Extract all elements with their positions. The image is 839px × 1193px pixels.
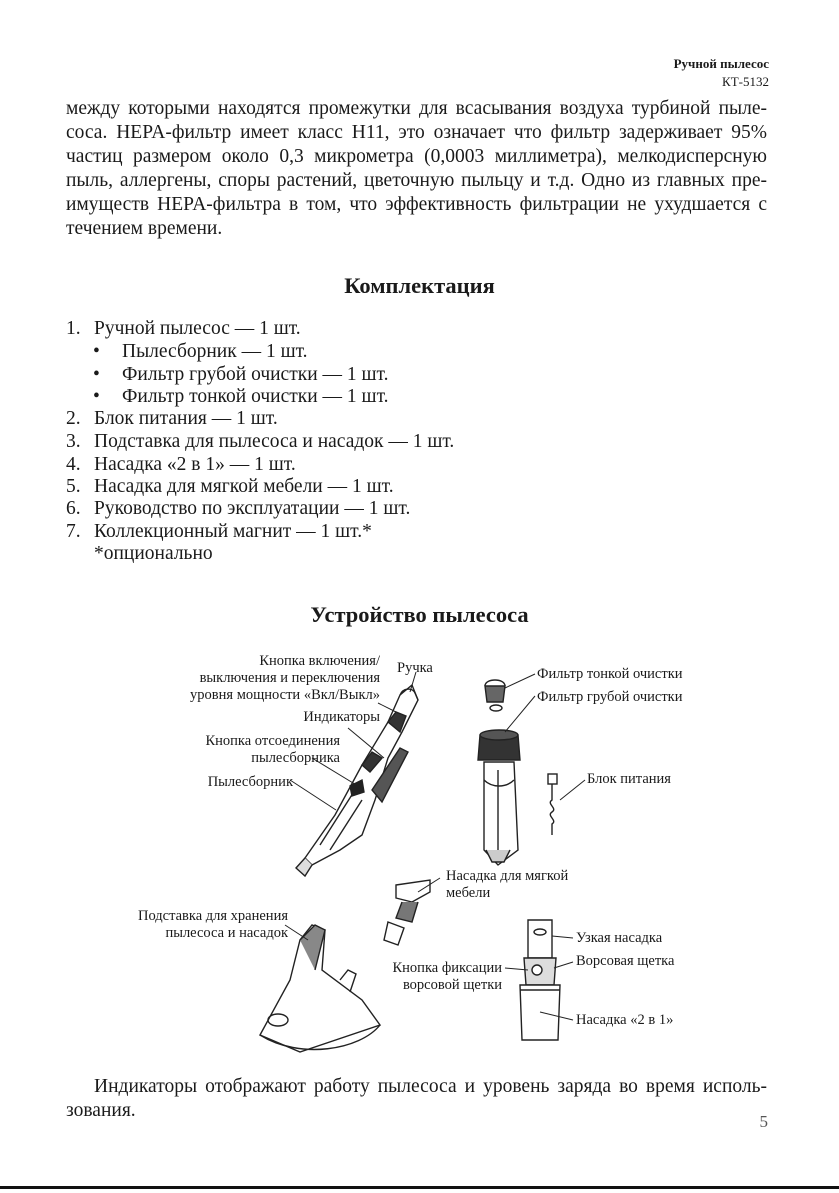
label-stand: Подставка для хранения пылесоса и насадок — [137, 908, 288, 941]
label-handle: Ручка — [397, 660, 433, 676]
bullet-marker: • — [93, 364, 100, 385]
label-power-adapter: Блок питания — [587, 771, 671, 787]
label-brush-lock: Кнопка фиксации ворсовой щетки — [392, 960, 502, 993]
header-model: КТ-5132 — [722, 74, 769, 89]
list-marker: 4. — [66, 454, 81, 475]
list-text: Насадка «2 в 1» — 1 шт. — [94, 454, 296, 475]
bullet-marker: • — [93, 386, 100, 407]
furniture-nozzle-drawing — [384, 880, 430, 945]
label-coarse-filter: Фильтр грубой очистки — [537, 689, 683, 705]
label-indicators: Индикаторы — [303, 709, 380, 725]
list-marker: 1. — [66, 318, 81, 339]
list-text: Фильтр тонкой очистки — 1 шт. — [122, 386, 389, 407]
intro-line: частиц размером около 0,3 микрометра (0,0003 миллиметра), мелкодисперсную — [66, 146, 767, 167]
list-text: Насадка для мягкой мебели — 1 шт. — [94, 476, 394, 497]
list-note: *опционально — [94, 543, 213, 564]
stand-drawing — [260, 925, 380, 1052]
bullet-marker: • — [93, 341, 100, 362]
footer-line: Индикаторы отображают работу пылесоса и уровень заряда во время исполь- — [94, 1076, 767, 1097]
label-fine-filter: Фильтр тонкой очистки — [537, 666, 683, 682]
list-text: Фильтр грубой очистки — 1 шт. — [122, 364, 389, 385]
label-furniture-nozzle: Насадка для мягкой мебели — [446, 868, 569, 901]
intro-line: соса. HEPA-фильтр имеет класс H11, это означает что фильтр задерживает 95% — [66, 122, 767, 143]
list-text: Пылесборник — 1 шт. — [122, 341, 308, 362]
filters-drawing — [478, 680, 520, 865]
nozzle-2in1-drawing — [520, 920, 560, 1040]
list-marker: 2. — [66, 408, 81, 429]
intro-line: течением времени. — [66, 218, 223, 239]
list-text: Ручной пылесос — 1 шт. — [94, 318, 301, 339]
label-dust-container: Пылесборник — [207, 774, 293, 790]
device-diagram — [100, 640, 740, 1060]
intro-line: имуществ HEPA-фильтра в том, что эффективность фильтрации не ухудшается с — [66, 194, 767, 215]
footer-line: зования. — [66, 1100, 136, 1121]
footer-paragraph — [66, 1075, 767, 1123]
list-text: Руководство по эксплуатации — 1 шт. — [94, 498, 411, 519]
device-title: Устройство пылесоса — [310, 602, 529, 627]
label-release-button: Кнопка отсоединения пылесборника — [205, 733, 340, 766]
label-narrow-nozzle: Узкая насадка — [576, 930, 663, 946]
label-power-button: Кнопка включения/ выключения и переключения уровня мощности «Вкл/Выкл» — [190, 653, 380, 703]
list-marker: 7. — [66, 521, 81, 542]
label-brush: Ворсовая щетка — [576, 953, 675, 969]
intro-paragraph — [66, 97, 767, 241]
power-adapter-drawing — [548, 774, 557, 835]
list-text: Коллекционный магнит — 1 шт.* — [94, 521, 372, 542]
intro-line: между которыми находятся промежутки для всасывания воздуха турбиной пыле- — [66, 98, 767, 119]
list-marker: 5. — [66, 476, 81, 497]
label-nozzle-2in1: Насадка «2 в 1» — [576, 1012, 674, 1028]
intro-line: пыль, аллергены, споры растений, цветочную пыльцу и т.д. Одно из главных пре- — [66, 170, 767, 191]
contents-title: Комплектация — [344, 273, 495, 298]
list-marker: 6. — [66, 498, 81, 519]
list-text: Подставка для пылесоса и насадок — 1 шт. — [94, 431, 455, 452]
page-bottom-rule — [0, 1186, 839, 1189]
page-number: 5 — [759, 1112, 768, 1131]
list-marker: 3. — [66, 431, 81, 452]
list-text: Блок питания — 1 шт. — [94, 408, 278, 429]
header-title: Ручной пылесос — [673, 56, 769, 71]
